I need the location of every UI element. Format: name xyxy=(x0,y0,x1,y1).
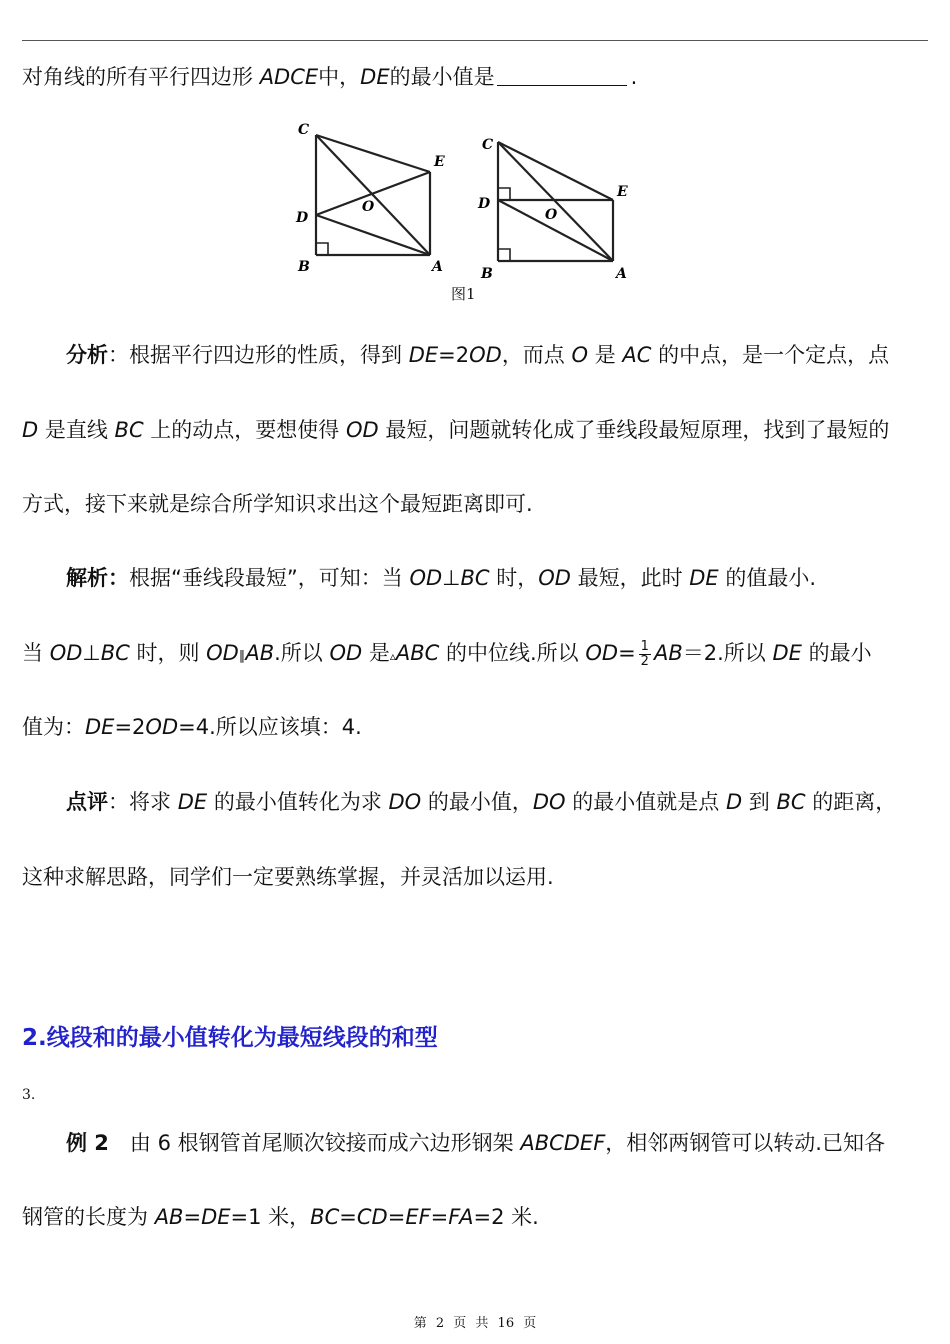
intro-line: 对角线的所有平行四边形 ADCE中，DE的最小值是 . xyxy=(22,65,638,89)
label-b1: B xyxy=(298,259,310,275)
figure-caption: 图1 xyxy=(451,285,476,303)
label-o2: O xyxy=(545,207,558,223)
label-d2: D xyxy=(478,196,491,212)
comment-line-1: 点评：将求 DE 的最小值转化为求 DO 的最小值，DO 的最小值就是点 D 到 BC 的距离， xyxy=(66,790,897,814)
parallelogram-figure xyxy=(290,118,650,288)
example-line-2: 钢管的长度为 AB=DE=1 米，BC=CD=EF=FA=2 米. xyxy=(22,1205,539,1229)
solution-line-1: 解析：根据“垂线段最短”，可知：当 OD⊥BC 时，OD 最短，此时 DE 的值最小. xyxy=(66,566,817,590)
solution-line-3: 值为：DE=2OD=4.所以应该填：4. xyxy=(22,715,362,739)
label-a2: A xyxy=(616,266,627,282)
solution-line-2: 当 OD⊥BC 时，则 OD∥AB.所以 OD 是▵ABC 的中位线.所以 OD= $\frac{1}{2}$ AB＝2.所以 DE 的最小 xyxy=(22,638,872,669)
example-line-1: 例 2 由 6 根钢管首尾顺次铰接而成六边形钢架 ABCDEF，相邻两钢管可以转动.已知各 xyxy=(66,1131,885,1155)
label-c1: C xyxy=(298,122,310,138)
analysis-line-2: D 是直线 BC 上的动点，要想使得 OD 最短，问题就转化成了垂线段最短原理，找到了最短的 xyxy=(22,418,890,442)
label-d1: D xyxy=(296,210,309,226)
page-footer: 第 2 页 共 16 页 xyxy=(413,1316,537,1331)
analysis-line-1: 分析：根据平行四边形的性质，得到 DE=2OD，而点 O 是 AC 的中点，是一个定点，点 xyxy=(66,343,890,367)
label-c2: C xyxy=(482,137,494,153)
label-e2: E xyxy=(617,184,628,200)
fraction-one-half: $\frac{1}{2}$ xyxy=(640,638,649,669)
section-heading: 2.线段和的最小值转化为最短线段的和型 xyxy=(22,1025,438,1051)
header-rule xyxy=(22,40,928,41)
analysis-line-3: 方式，接下来就是综合所学知识求出这个最短距离即可. xyxy=(22,492,533,516)
question-number: 3. xyxy=(22,1087,36,1103)
answer-blank xyxy=(497,65,627,86)
label-b2: B xyxy=(481,266,493,282)
label-o1: O xyxy=(362,199,375,215)
comment-line-2: 这种求解思路，同学们一定要熟练掌握，并灵活加以运用. xyxy=(22,865,554,889)
label-e1: E xyxy=(434,154,445,170)
label-a1: A xyxy=(432,259,443,275)
